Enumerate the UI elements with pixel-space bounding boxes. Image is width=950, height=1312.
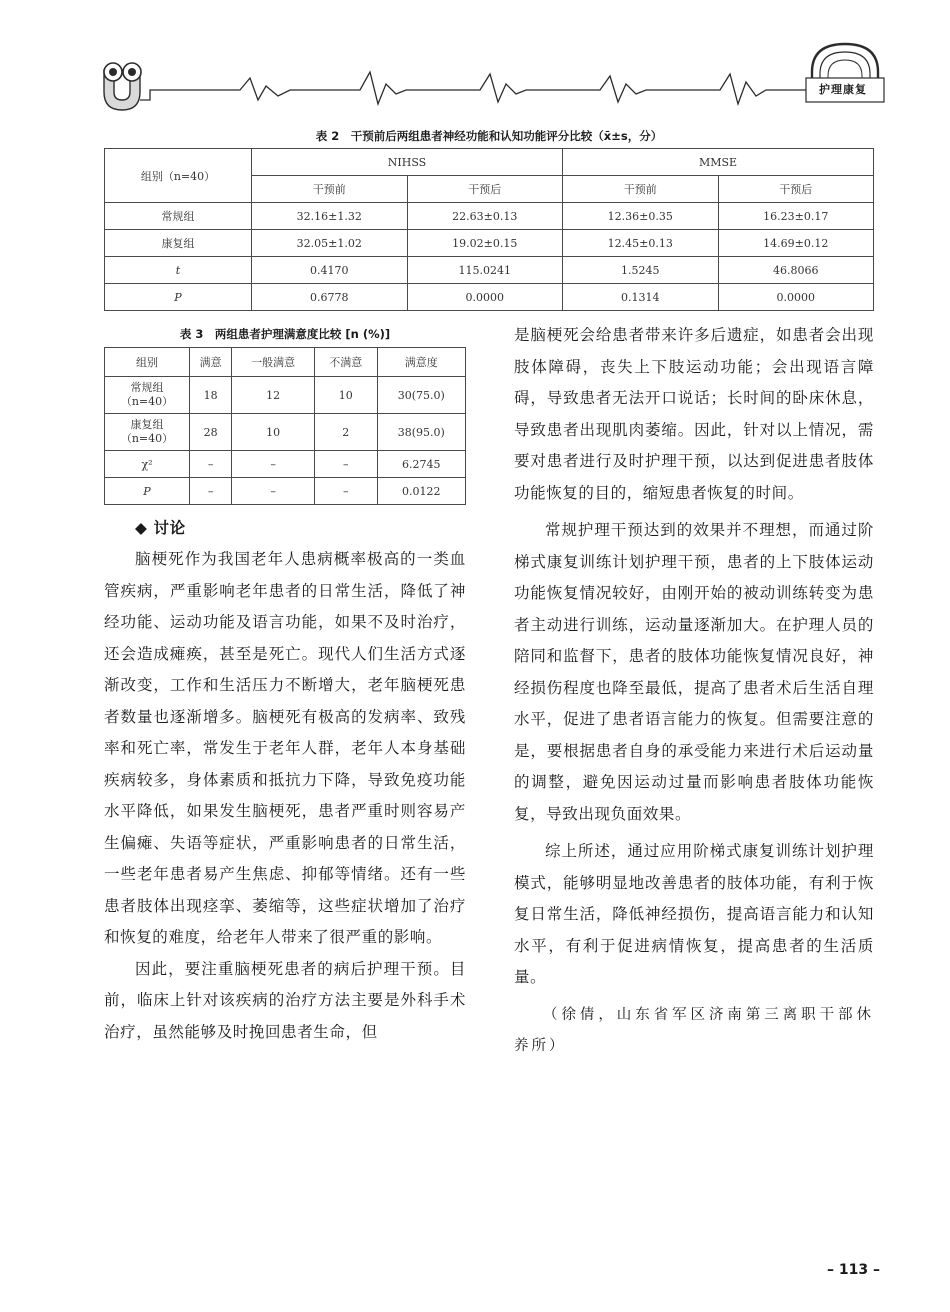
table2-cell: 19.02±0.15 xyxy=(407,230,563,257)
table-row xyxy=(105,230,874,257)
table2-row-label: 常规组 xyxy=(105,203,252,230)
table3-header: 组别 xyxy=(105,348,190,377)
table3-cell: 28 xyxy=(190,414,232,451)
body-paragraph: 因此，要注重脑梗死患者的病后护理干预。目前，临床上针对该疾病的治疗方法主要是外科手术治疗，虽然能够及时挽回患者生命，但 xyxy=(104,959,466,1041)
table2-cell: 12.45±0.13 xyxy=(563,230,719,257)
table-row xyxy=(105,451,466,478)
table3-row-label xyxy=(105,377,190,414)
table3-cell: 18 xyxy=(190,377,232,414)
table-row xyxy=(105,284,874,311)
table2-row-label: 康复组 xyxy=(105,230,252,257)
table-row xyxy=(105,377,466,414)
table3-cell: – xyxy=(315,451,378,478)
table3-cell: 12 xyxy=(232,377,315,414)
table3-caption: 表 3 两组患者护理满意度比较 [n (%)] xyxy=(179,327,391,341)
table2-cell: 16.23±0.17 xyxy=(718,203,874,230)
table2 xyxy=(104,148,874,311)
page-number: – 113 – xyxy=(827,1262,880,1278)
table2-cell: 32.05±1.02 xyxy=(252,230,408,257)
table2-cell: 0.4170 xyxy=(252,257,408,284)
table3-row-label xyxy=(105,414,190,451)
table2-cell: 0.6778 xyxy=(252,284,408,311)
table3-cell: 0.0122 xyxy=(377,478,465,505)
table2-subheader: 干预后 xyxy=(407,176,563,203)
table3-group-size: （n=40） xyxy=(120,432,174,445)
table-row xyxy=(105,478,466,505)
header-ornament xyxy=(0,0,950,120)
table3-cell: 38(95.0) xyxy=(377,414,465,451)
table-row xyxy=(105,257,874,284)
discussion-heading: ◆ 讨论 xyxy=(135,519,186,537)
table3-row-label: χ² xyxy=(105,451,190,478)
table3-cell: 10 xyxy=(232,414,315,451)
table2-subheader: 干预前 xyxy=(563,176,719,203)
body-paragraph: 常规护理干预达到的效果并不理想，而通过阶梯式康复训练计划护理干预，患者的上下肢体运动功能恢复情况较好，由刚开始的被动训练转变为患者主动进行训练，运动量逐渐加大。在护理人员的陪同和监督下，患者的肢体功能恢复情况良好，神经损伤程度也降至最低，提高了患者术后生活自理水平，促进了患者语言能力的恢复。但需要注意的是，要根据患者自身的承受能力来进行术后运动量的调整，避免因运动过量而影响患者肢体功能恢复，导致出现负面效果。 xyxy=(514,521,874,823)
section-tag: 护理康复 xyxy=(819,83,867,96)
table3-header: 不满意 xyxy=(315,348,378,377)
table3-cell: – xyxy=(190,478,232,505)
left-column xyxy=(104,513,466,1048)
table3-header: 满意 xyxy=(190,348,232,377)
table2-nihss-header: NIHSS xyxy=(252,149,563,176)
body-paragraph-continuation: 是脑梗死会给患者带来许多后遗症，如患者会出现肢体障碍，丧失上下肢运动功能；会出现语言障碍，导致患者无法开口说话；长时间的卧床休息，导致患者出现肌肉萎缩。因此，针对以上情况，需要对患者进行及时护理干预，以达到促进患者肢体功能恢复的目的，缩短患者恢复的时间。 xyxy=(514,326,874,502)
body-paragraph: 综上所述，通过应用阶梯式康复训练计划护理模式，能够明显地改善患者的肢体功能，有利于恢复日常生活，降低神经损伤，提高语言能力和认知水平，有利于促进病情恢复，提高患者的生活质量。 xyxy=(514,842,874,986)
table2-cell: 14.69±0.12 xyxy=(718,230,874,257)
table3-header: 满意度 xyxy=(377,348,465,377)
author-affiliation: （徐倩，山东省军区济南第三离职干部休养所） xyxy=(514,1006,874,1054)
table3-cell: – xyxy=(232,451,315,478)
table2-subheader: 干预后 xyxy=(718,176,874,203)
page-header xyxy=(0,0,950,120)
table2-row-label: t xyxy=(105,257,252,284)
table2-mmse-header: MMSE xyxy=(563,149,874,176)
table2-group-header: 组别（n=40） xyxy=(105,149,252,203)
table2-cell: 115.0241 xyxy=(407,257,563,284)
table2-cell: 12.36±0.35 xyxy=(563,203,719,230)
table2-cell: 0.0000 xyxy=(718,284,874,311)
table3-header: 一般满意 xyxy=(232,348,315,377)
table2-cell: 46.8066 xyxy=(718,257,874,284)
table3-group-size: （n=40） xyxy=(120,395,174,408)
table3-group-name: 康复组 xyxy=(130,418,164,431)
table3-row-label: P xyxy=(105,478,190,505)
journal-logo-icon xyxy=(104,63,141,110)
table3-cell: – xyxy=(315,478,378,505)
right-column xyxy=(514,320,874,1063)
table3-cell: 10 xyxy=(315,377,378,414)
table2-cell: 0.0000 xyxy=(407,284,563,311)
table2-row-label: P xyxy=(105,284,252,311)
table3 xyxy=(104,347,466,505)
table-row xyxy=(105,203,874,230)
table2-cell: 22.63±0.13 xyxy=(407,203,563,230)
table3-cell: 30(75.0) xyxy=(377,377,465,414)
table2-caption: 表 2 干预前后两组患者神经功能和认知功能评分比较（x̄±s，分） xyxy=(315,129,663,143)
header-wave-line xyxy=(140,72,808,104)
table-row xyxy=(105,414,466,451)
table3-cell: 2 xyxy=(315,414,378,451)
table3-group-name: 常规组 xyxy=(130,381,164,394)
table2-cell: 1.5245 xyxy=(563,257,719,284)
body-paragraph: 脑梗死作为我国老年人患病概率极高的一类血管疾病，严重影响老年患者的日常生活，降低了神经功能、运动功能及语言功能，如果不及时治疗，还会造成瘫痪，甚至是死亡。现代人们生活方式逐渐改变，工作和生活压力不断增大，老年脑梗死患者数量也逐渐增多。脑梗死有极高的发病率、致残率和死亡率，常发生于老年人群，老年人本身基础疾病较多，身体素质和抵抗力下降，导致免疫功能水平降低，如果发生脑梗死，患者严重时则容易产生偏瘫、失语等症状，严重影响患者的日常生活，一些老年患者易产生焦虑、抑郁等情绪。还有一些患者肢体出现痉挛、萎缩等，这些症状增加了治疗和恢复的难度，给老年人带来了很严重的影响。 xyxy=(104,550,466,946)
table3-cell: 6.2745 xyxy=(377,451,465,478)
table3-cell: – xyxy=(190,451,232,478)
table2-subheader: 干预前 xyxy=(252,176,408,203)
table3-cell: – xyxy=(232,478,315,505)
table2-cell: 32.16±1.32 xyxy=(252,203,408,230)
table2-cell: 0.1314 xyxy=(563,284,719,311)
